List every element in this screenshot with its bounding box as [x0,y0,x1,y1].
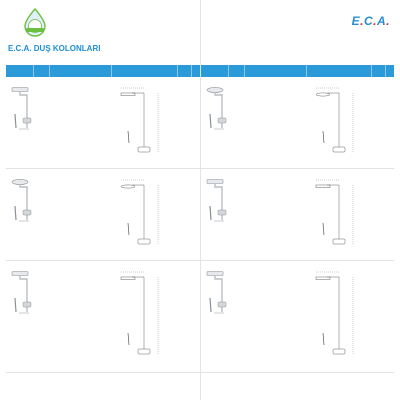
table-header [6,65,200,77]
drawing-shower-head [316,277,330,280]
hand-shower-icon [210,114,211,128]
product-row [201,263,394,373]
drawing-shower-head [316,185,330,188]
product-row [6,171,200,261]
drawing-mixer [138,147,150,152]
mixer-body [218,302,226,307]
drawing-shower-head [121,93,135,96]
drawing-mixer [138,239,150,244]
brand-logo-text: E.C.A. [351,14,390,28]
shower-head-icon [12,88,28,92]
drawing-shower-head [121,277,135,280]
shower-head-icon [207,272,223,276]
hand-shower-icon [15,298,16,312]
technical-drawing [309,83,371,165]
section-title: E.C.A. DUŞ KOLONLARI [8,44,101,53]
hand-shower-icon [15,114,16,128]
product-photo [202,176,228,224]
drawing-shower-head [121,185,135,188]
col-image [6,65,34,77]
technical-drawing [114,267,176,367]
hand-shower-icon [210,206,211,220]
product-photo [7,84,33,132]
technical-drawing [309,267,371,367]
hand-shower-icon [15,206,16,220]
brand-logo [352,14,390,28]
mixer-body [23,302,31,307]
drawing-mixer [138,349,150,354]
technical-drawing [114,175,176,257]
product-photo [7,176,33,224]
col-price [178,65,192,77]
shower-head-icon [12,179,28,184]
mixer-body [23,210,31,215]
mixer-body [218,210,226,215]
product-photo [7,268,33,316]
col-pack [192,65,200,77]
col-name [245,65,307,77]
product-photo [202,268,228,316]
col-technical [112,65,178,77]
drawing-hand-shower [128,223,129,235]
product-row [201,79,394,169]
drawing-hand-shower [128,333,129,345]
table-header [201,65,394,77]
product-row [6,79,200,169]
drawing-mixer [333,239,345,244]
product-photo [202,84,228,132]
drawing-hand-shower [323,223,324,235]
technical-drawing [114,83,176,165]
technical-drawing [309,175,371,257]
drawing-hand-shower [323,131,324,143]
col-code [34,65,50,77]
col-code [229,65,245,77]
mixer-body [218,118,226,123]
drawing-mixer [333,147,345,152]
shower-head-icon [207,87,223,92]
warranty-badge-icon [22,8,48,38]
product-row [6,263,200,373]
product-row [201,171,394,261]
drawing-hand-shower [128,131,129,143]
col-image [201,65,229,77]
col-technical [307,65,372,77]
shower-head-icon [12,272,28,276]
drawing-shower-head [316,93,330,96]
shower-head-icon [207,180,223,184]
mixer-body [23,118,31,123]
drawing-mixer [333,349,345,354]
drawing-hand-shower [323,333,324,345]
col-pack [386,65,394,77]
col-price [372,65,386,77]
col-name [50,65,112,77]
hand-shower-icon [210,298,211,312]
right-page [200,0,400,400]
